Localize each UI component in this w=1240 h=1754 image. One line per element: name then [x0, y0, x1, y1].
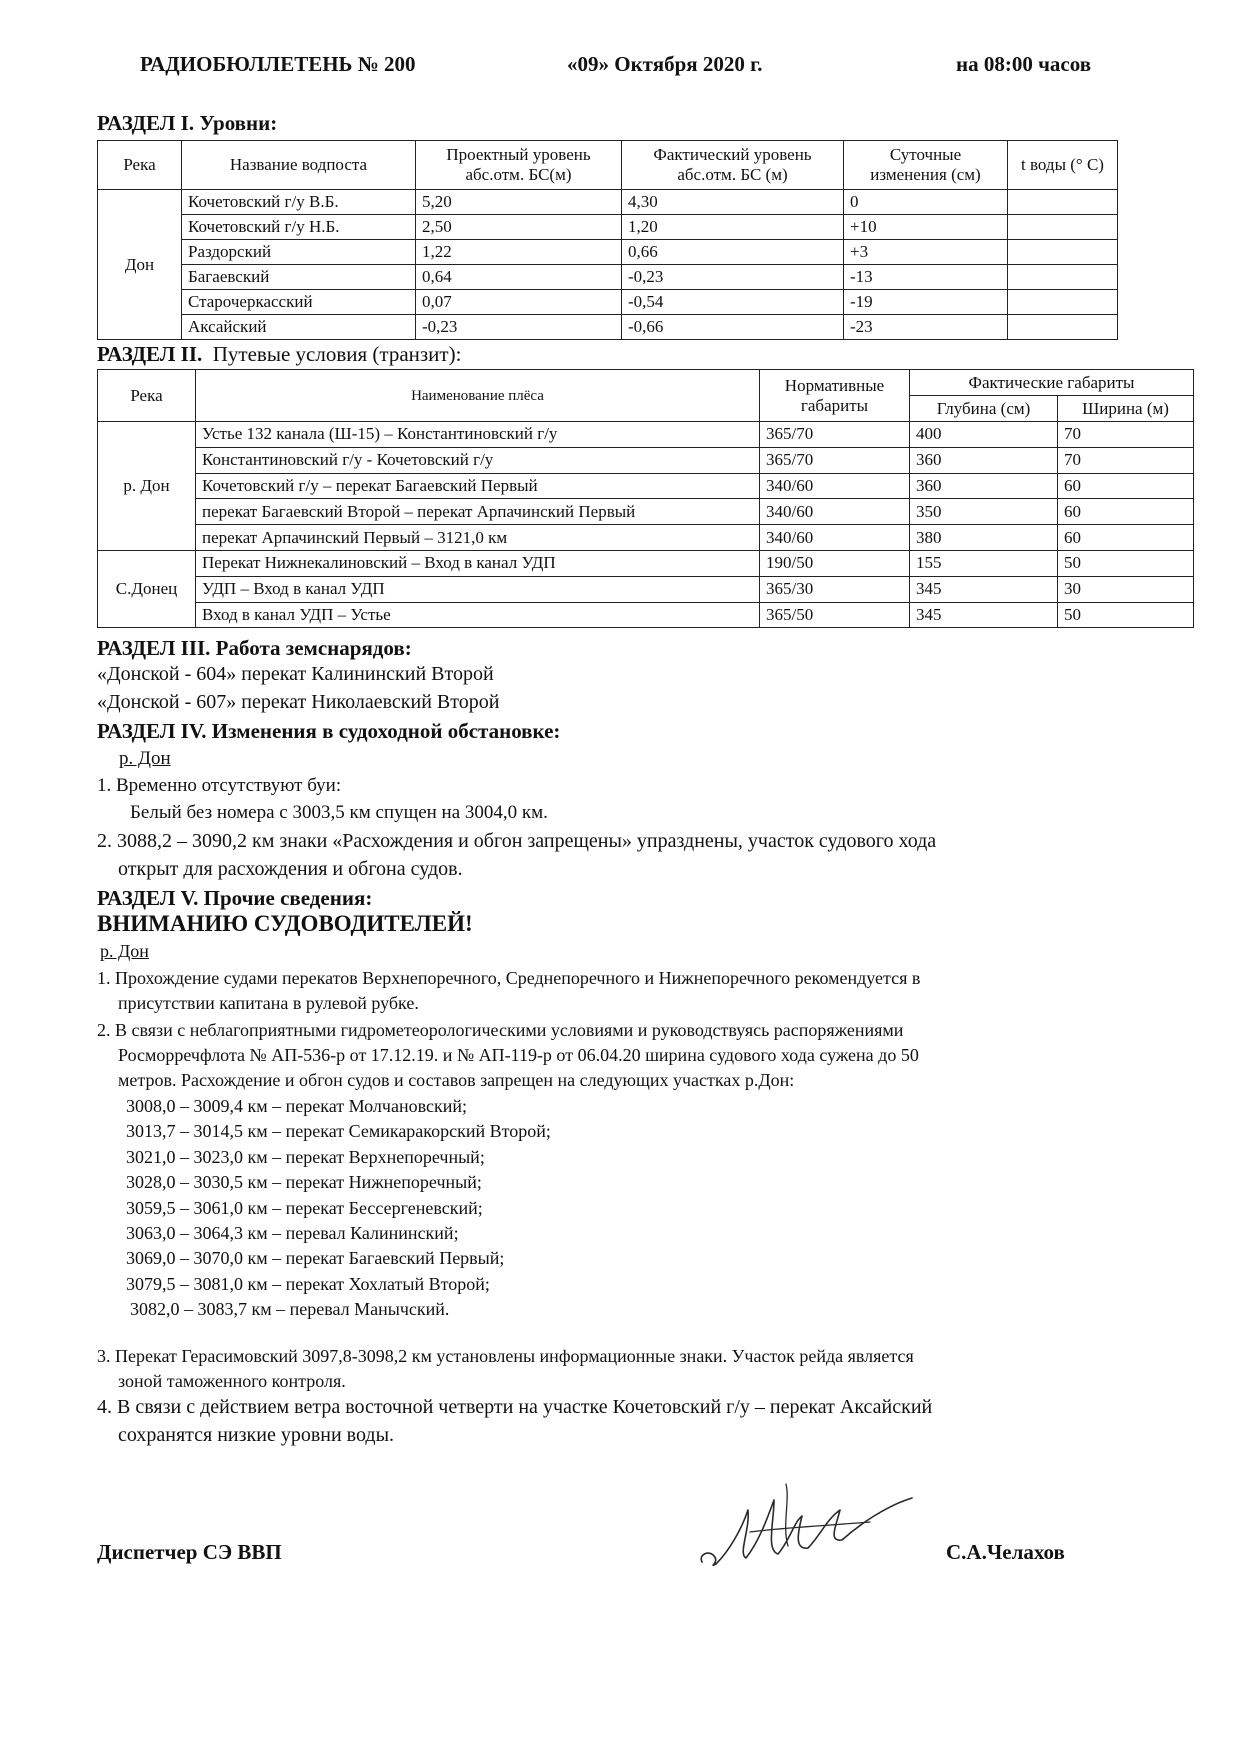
levels-col-change: Суточные изменения (см)	[844, 141, 1008, 190]
dredger-line-1: «Донской - 604» перекат Калининский Второй	[97, 663, 494, 685]
table-row	[98, 290, 1118, 315]
table-row	[98, 447, 1194, 473]
norm-dimensions: 340/60	[760, 473, 910, 499]
levels-header-row	[98, 141, 1118, 190]
levels-table	[97, 140, 1118, 340]
table-row	[98, 190, 1118, 215]
water-temp	[1008, 240, 1118, 265]
section5-item1-line2: присутствии капитана в рулевой рубке.	[118, 993, 419, 1013]
levels-col-project: Проектный уровень абс.отм. БС(м)	[416, 141, 622, 190]
section5-item2-line3: метров. Расхождение и обгон судов и составов запрещен на следующих участках р.Дон:	[118, 1070, 795, 1090]
stretch-name: УДП – Вход в канал УДП	[196, 576, 760, 602]
actual-width: 50	[1058, 602, 1194, 628]
table-row	[98, 499, 1194, 525]
water-temp	[1008, 265, 1118, 290]
section4-item1-sub: Белый без номера с 3003,5 км спущен на 3004,0 км.	[130, 802, 548, 823]
daily-change: -19	[844, 290, 1008, 315]
actual-width: 70	[1058, 422, 1194, 448]
table-row	[98, 576, 1194, 602]
table-row	[98, 473, 1194, 499]
section2-title-bold: РАЗДЕЛ II.	[97, 342, 203, 366]
section1-title	[97, 111, 277, 136]
norm-dimensions: 365/70	[760, 447, 910, 473]
bulletin-date: «09» Октября 2020 г.	[567, 52, 763, 76]
signature-image	[690, 1470, 920, 1580]
project-level: 5,20	[416, 190, 622, 215]
route-col-river: Река	[98, 370, 196, 422]
table-row	[98, 315, 1118, 340]
actual-depth: 400	[910, 422, 1058, 448]
list-item: 3028,0 – 3030,5 км – перекат Нижнепоречный;	[126, 1172, 482, 1193]
actual-level: 0,66	[622, 240, 844, 265]
table-row	[98, 525, 1194, 551]
table-row	[98, 602, 1194, 628]
route-col-stretch: Наименование плёса	[196, 370, 760, 422]
list-item: 3013,7 – 3014,5 км – перекат Семикаракорский Второй;	[126, 1121, 551, 1142]
section5-item4-line2: сохранятся низкие уровни воды.	[118, 1424, 395, 1446]
actual-level: -0,66	[622, 315, 844, 340]
actual-width: 30	[1058, 576, 1194, 602]
route-conditions-table	[97, 369, 1194, 628]
water-temp	[1008, 290, 1118, 315]
norm-dimensions: 190/50	[760, 550, 910, 576]
section4-item2-line2: открыт для расхождения и обгона судов.	[118, 858, 463, 880]
norm-dimensions: 340/60	[760, 525, 910, 551]
station-name: Кочетовский г/у Н.Б.	[182, 215, 416, 240]
actual-width: 60	[1058, 499, 1194, 525]
bulletin-time: на 08:00 часов	[956, 52, 1092, 76]
levels-river-cell: Дон	[98, 190, 182, 340]
daily-change: -13	[844, 265, 1008, 290]
list-item: 3079,5 – 3081,0 км – перекат Хохлатый Второй;	[126, 1273, 490, 1294]
dispatcher-name: С.А.Челахов	[946, 1540, 1065, 1564]
table-row	[98, 422, 1194, 448]
norm-dimensions: 365/30	[760, 576, 910, 602]
norm-dimensions: 365/70	[760, 422, 910, 448]
section3-title: РАЗДЕЛ III. Работа земснарядов:	[97, 636, 412, 660]
section4-item1: 1. Временно отсутствуют буи:	[97, 775, 342, 796]
actual-depth: 360	[910, 473, 1058, 499]
restricted-sections-list	[126, 1094, 551, 1323]
water-temp	[1008, 315, 1118, 340]
section5-river: р. Дон	[100, 941, 149, 961]
section1-title-text: РАЗДЕЛ I. Уровни:	[97, 111, 278, 135]
stretch-name: перекат Багаевский Второй – перекат Арпачинский Первый	[196, 499, 760, 525]
section4-title: РАЗДЕЛ IV. Изменения в судоходной обстановке:	[97, 719, 561, 743]
levels-col-temp: t воды (° С)	[1008, 141, 1118, 190]
actual-width: 50	[1058, 550, 1194, 576]
actual-depth: 380	[910, 525, 1058, 551]
section5-item3-line2: зоной таможенного контроля.	[118, 1371, 346, 1391]
list-item: 3063,0 – 3064,3 км – перевал Калининский;	[126, 1223, 459, 1244]
route-col-width: Ширина (м)	[1058, 396, 1194, 422]
station-name: Багаевский	[182, 265, 416, 290]
actual-depth: 350	[910, 499, 1058, 525]
daily-change: 0	[844, 190, 1008, 215]
stretch-name: Перекат Нижнекалиновский – Вход в канал УДП	[196, 550, 760, 576]
table-row	[98, 265, 1118, 290]
station-name: Старочеркасский	[182, 290, 416, 315]
station-name: Аксайский	[182, 315, 416, 340]
route-col-actual: Фактические габариты	[910, 370, 1194, 396]
levels-col-actual: Фактический уровень абс.отм. БС (м)	[622, 141, 844, 190]
actual-width: 70	[1058, 447, 1194, 473]
list-item: 3082,0 – 3083,7 км – перевал Манычский.	[130, 1299, 450, 1320]
actual-depth: 345	[910, 576, 1058, 602]
section2-title	[97, 342, 461, 367]
list-item: 3069,0 – 3070,0 км – перекат Багаевский Первый;	[126, 1248, 505, 1269]
norm-dimensions: 365/50	[760, 602, 910, 628]
table-row	[98, 550, 1194, 576]
project-level: 0,64	[416, 265, 622, 290]
section4-item2-line1: 2. 3088,2 – 3090,2 км знаки «Расхождения и обгон запрещены» упразднены, участок судового хода	[97, 830, 937, 852]
station-name: Раздорский	[182, 240, 416, 265]
section5-item2-line1: 2. В связи с неблагоприятными гидрометеорологическими условиями и руководствуясь распоряжениями	[97, 1020, 904, 1040]
project-level: 1,22	[416, 240, 622, 265]
stretch-name: перекат Арпачинский Первый – 3121,0 км	[196, 525, 760, 551]
stretch-name: Константиновский г/у - Кочетовский г/у	[196, 447, 760, 473]
section5-item1-line1: 1. Прохождение судами перекатов Верхнепоречного, Среднепоречного и Нижнепоречного рекомендуется в	[97, 968, 921, 988]
project-level: 0,07	[416, 290, 622, 315]
route-col-depth: Глубина (см)	[910, 396, 1058, 422]
table-row	[98, 215, 1118, 240]
norm-dimensions: 340/60	[760, 499, 910, 525]
station-name: Кочетовский г/у В.Б.	[182, 190, 416, 215]
list-item: 3008,0 – 3009,4 км – перекат Молчановский;	[126, 1096, 467, 1116]
attention-heading: ВНИМАНИЮ СУДОВОДИТЕЛЕЙ!	[97, 911, 473, 936]
route-header-row	[98, 370, 1194, 396]
bulletin-title: РАДИОБЮЛЛЕТЕНЬ № 200	[140, 52, 416, 76]
actual-width: 60	[1058, 473, 1194, 499]
section4-item2	[97, 830, 1193, 853]
section5-item2-line2: Росморречфлота № АП-536-р от 17.12.19. и № АП-119-р от 06.04.20 ширина судового хода сужена до 50	[118, 1045, 919, 1065]
daily-change: -23	[844, 315, 1008, 340]
list-item: 3021,0 – 3023,0 км – перекат Верхнепоречный;	[126, 1146, 485, 1167]
actual-depth: 155	[910, 550, 1058, 576]
stretch-name: Кочетовский г/у – перекат Багаевский Первый	[196, 473, 760, 499]
section4-river: р. Дон	[119, 748, 171, 769]
daily-change: +10	[844, 215, 1008, 240]
actual-level: -0,54	[622, 290, 844, 315]
actual-depth: 345	[910, 602, 1058, 628]
section5-item4-line1: 4. В связи с действием ветра восточной четверти на участке Кочетовский г/у – перекат Аксайский	[97, 1396, 933, 1418]
stretch-name: Устье 132 канала (Ш-15) – Константиновский г/у	[196, 422, 760, 448]
dredger-line-2: «Донской - 607» перекат Николаевский Второй	[97, 691, 500, 713]
actual-level: 1,20	[622, 215, 844, 240]
levels-col-river: Река	[98, 141, 182, 190]
actual-width: 60	[1058, 525, 1194, 551]
route-river-donets: С.Донец	[98, 550, 196, 627]
daily-change: +3	[844, 240, 1008, 265]
section5-title: РАЗДЕЛ V. Прочие сведения:	[97, 886, 373, 910]
stretch-name: Вход в канал УДП – Устье	[196, 602, 760, 628]
levels-col-station: Название водпоста	[182, 141, 416, 190]
section2-title-plain: Путевые условия (транзит):	[202, 342, 462, 366]
route-col-norm: Нормативные габариты	[760, 370, 910, 422]
table-row	[98, 240, 1118, 265]
route-river-don: р. Дон	[98, 422, 196, 551]
actual-level: -0,23	[622, 265, 844, 290]
water-temp	[1008, 215, 1118, 240]
actual-depth: 360	[910, 447, 1058, 473]
water-temp	[1008, 190, 1118, 215]
list-item: 3059,5 – 3061,0 км – перекат Бессергеневский;	[126, 1197, 483, 1218]
project-level: 2,50	[416, 215, 622, 240]
actual-level: 4,30	[622, 190, 844, 215]
bulletin-header	[0, 52, 1240, 82]
dispatcher-position: Диспетчер СЭ ВВП	[97, 1540, 282, 1564]
section5-item3-line1: 3. Перекат Герасимовский 3097,8-3098,2 км установлены информационные знаки. Участок рейда является	[97, 1346, 914, 1366]
project-level: -0,23	[416, 315, 622, 340]
